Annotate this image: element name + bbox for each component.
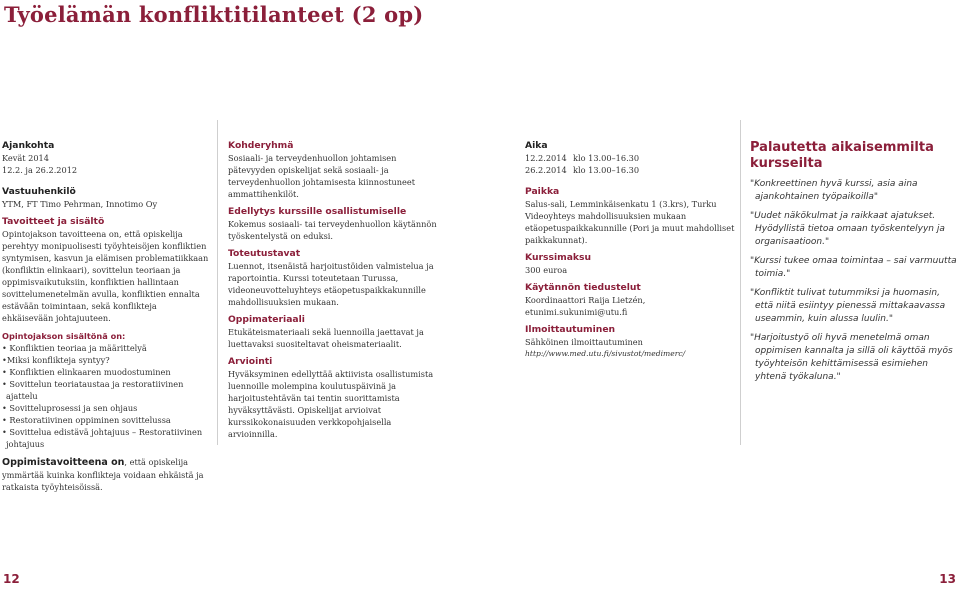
evaluation-text: Hyväksyminen edellyttää aktiivista osallistumista luennoille molempina koulutuspäivinä ja harjoitustehtävän tai tentin suorittamista hyväksyttävästi. Opiskelijat arvioivat kurssikokonaisuuden verkkopohjaisella arvioinnilla. bbox=[228, 369, 434, 439]
feedback-quote: "Konkreettinen hyvä kurssi, asia aina ajankohtainen työpaikoilla" bbox=[750, 179, 918, 202]
list-item: • Konfliktien teoriaa ja määrittelyä bbox=[2, 343, 147, 353]
responsible-person: YTM, FT Timo Pehrman, Innotimo Oy bbox=[2, 199, 158, 209]
target-text: Sosiaali- ja terveydenhuollon johtamisen pätevyyden opiskelijat sekä sosiaali- ja terveydenhuollon johtamisesta kiinnostuneet ammattihenkilöt. bbox=[228, 153, 416, 199]
target-heading: Kohderyhmä bbox=[228, 140, 294, 151]
course-dates: 12.2. ja 26.2.2012 bbox=[2, 165, 78, 175]
page-number-left: 12 bbox=[3, 572, 20, 586]
semester: Kevät 2014 bbox=[2, 153, 49, 163]
feedback-quote: "Kurssi tukee omaa toimintaa – sai varmuutta toimia." bbox=[750, 256, 957, 279]
contact-text: Koordinaattori Raija Lietzén, etunimi.sukunimi@utu.fi bbox=[525, 295, 646, 317]
place-line: Salus-sali, Lemminkäisenkatu 1 (3.krs), Turku bbox=[525, 199, 717, 209]
list-item: •Miksi konflikteja syntyy? bbox=[2, 355, 110, 365]
page-title: Työelämän konfliktitilanteet (2 op) bbox=[4, 2, 424, 27]
contents-list bbox=[2, 342, 210, 450]
enroll-text: Sähköinen ilmoittautuminen bbox=[525, 337, 643, 347]
list-item: • Sovitteluprosessi ja sen ohjaus bbox=[2, 403, 138, 413]
feedback-heading: Palautetta aikaisemmilta kursseilta bbox=[750, 140, 934, 171]
list-item: ajattelu bbox=[6, 391, 38, 401]
practical-column bbox=[525, 140, 737, 360]
list-item: • Restoratiivinen oppiminen sovittelussa bbox=[2, 415, 171, 425]
goals-heading: Tavoitteet ja sisältö bbox=[2, 216, 105, 227]
feedback-quote: "Konfliktit tulivat tutummiksi ja huomasin, että niitä esiintyy pienessä mittakaavassa useammin, kuin alussa luulin." bbox=[750, 288, 946, 324]
time-heading: Aika bbox=[525, 140, 548, 151]
fee-heading: Kurssimaksu bbox=[525, 252, 592, 263]
column-divider bbox=[217, 120, 218, 445]
material-text: Etukäteismateriaali sekä luennoilla jaettavat ja luettavaksi suositeltavat oheismateriaalit. bbox=[228, 327, 424, 349]
prereq-heading: Edellytys kurssille osallistumiselle bbox=[228, 206, 407, 217]
schedule-heading: Ajankohta bbox=[2, 140, 55, 151]
schedule-date: 26.2.2014 bbox=[525, 165, 567, 175]
material-heading: Oppimateriaali bbox=[228, 314, 305, 325]
course-info-column bbox=[2, 140, 210, 450]
list-item: • Sovittelun teoriataustaa ja restoratiivinen bbox=[2, 379, 184, 389]
responsible-heading: Vastuuhenkilö bbox=[2, 186, 76, 197]
schedule-date: 12.2.2014 bbox=[525, 153, 567, 163]
contents-heading: Opintojakson sisältönä on: bbox=[2, 331, 126, 341]
schedule-time: klo 13.00–16.30 bbox=[573, 165, 640, 175]
outcome-text: , että opiskelija ymmärtää kuinka konflikteja voidaan ehkäistä ja ratkaista työyhteisöissä. bbox=[2, 457, 204, 492]
list-item: • Konfliktien elinkaaren muodostuminen bbox=[2, 367, 171, 377]
implementation-text: Luennot, itsenäistä harjoitustöiden valmistelua ja raportointia. Kurssi toteutetaan Turussa, videoneuvotteluyhteys etäopetuspaikkakunnille mahdollisuuksien mukaan. bbox=[228, 261, 434, 307]
column-divider bbox=[740, 120, 741, 445]
outcome-lead: Oppimistavoitteena on bbox=[2, 457, 125, 468]
list-item: johtajuus bbox=[6, 439, 45, 449]
fee-value: 300 euroa bbox=[525, 265, 568, 275]
schedule-row bbox=[525, 164, 737, 176]
list-item: • Sovittelua edistävä johtajuus – Restoratiivinen bbox=[2, 427, 203, 437]
feedback-quote: "Uudet näkökulmat ja raikkaat ajatukset. Hyödyllistä tietoa omaan työskentelyyn ja organisaatioon." bbox=[750, 211, 945, 247]
page-number-right: 13 bbox=[939, 572, 956, 586]
feedback-column bbox=[750, 140, 960, 384]
goals-text: Opintojakson tavoitteena on, että opiskelija perehtyy monipuolisesti työyhteisöjen konfliktien syntymisen, kasvun ja elämisen problematiikkaan (konfliktin elinkaari), sovittelun teoriaan ja oppimisvaikutuksiin, konfliktien hallintaan sovittelumenetelmän avulla, konfliktien ennalta estävään toimintaan, sekä konflikteja ehkäisevään johtajuuteen. bbox=[2, 229, 209, 323]
schedule-row bbox=[525, 152, 737, 164]
target-column bbox=[228, 140, 438, 440]
implementation-heading: Toteutustavat bbox=[228, 248, 301, 259]
enroll-link[interactable]: http://www.med.utu.fi/sivustot/medimerc/ bbox=[525, 349, 686, 358]
evaluation-heading: Arviointi bbox=[228, 356, 273, 367]
place-line: Videoyhteys mahdollisuuksien mukaan etäopetuspaikkakunnille (Pori ja muut mahdolliset paikkakunnat). bbox=[525, 211, 735, 245]
learning-outcome bbox=[2, 456, 214, 493]
place-heading: Paikka bbox=[525, 186, 560, 197]
schedule-time: klo 13.00–16.30 bbox=[573, 153, 640, 163]
enroll-heading: Ilmoittautuminen bbox=[525, 324, 616, 335]
prereq-text: Kokemus sosiaali- tai terveydenhuollon käytännön työskentelystä on eduksi. bbox=[228, 219, 437, 241]
feedback-quote: "Harjoitustyö oli hyvä menetelmä oman oppimisen kannalta ja sillä oli käyttöä myös työyhteisön kehittämisessä esimiehen yhtenä työkaluna." bbox=[750, 333, 953, 382]
contact-heading: Käytännön tiedustelut bbox=[525, 282, 641, 293]
